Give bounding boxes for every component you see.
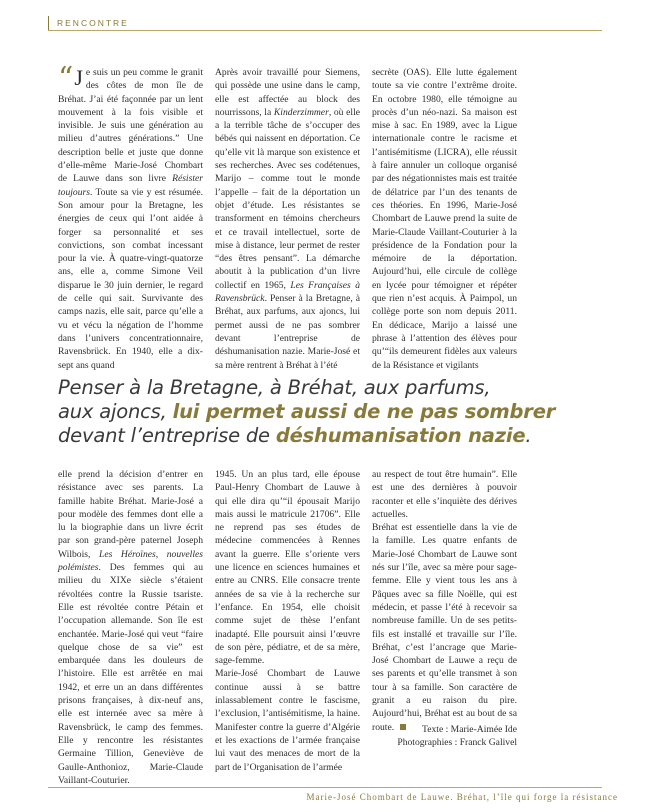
book-title: Les Françaises à Ravensbrück bbox=[215, 279, 360, 305]
term-italic: Kinderzimmer bbox=[273, 106, 329, 118]
pull-quote-line-2 bbox=[58, 400, 578, 424]
credits bbox=[372, 723, 517, 750]
top-column-1 bbox=[58, 61, 203, 371]
quote-mark: “ bbox=[58, 61, 74, 96]
paragraph bbox=[58, 61, 203, 372]
paragraph: au respect de tout être humain”. Elle est une des dernières à pouvoir raconter et elle s’inquiète des dérives actuelles. bbox=[372, 469, 517, 520]
credit-photos: Photographies : Franck Galivel bbox=[397, 737, 517, 749]
text-run: . bbox=[525, 424, 532, 447]
text-run: e suis un peu comme le granit des côtes de mon île de Bréhat. J’ai été façonnée par un lent mouvement à la fois visible et invisible. Je suis une génération au milieu d’autres générations.” Une description belle et juste que donne d’elle-même Marie-José Chombart de Lauwe dans son livre bbox=[58, 67, 203, 185]
pull-quote bbox=[58, 376, 578, 448]
bottom-column-1 bbox=[58, 468, 203, 786]
header-rule bbox=[48, 30, 602, 31]
text-run: . Toute sa vie y est résumée. Son amour pour la Bretagne, les énergies de ceux qui l’ont aidée à forger sa personnalité et ses convictions, son combat incessant pour la vie. À quatre-vingt-quatorze ans, elle a, comme Simone Veil disparue le 30 juin dernier, le regard de celle qui sait. Survivante des camps nazis, elle sait, parce qu’elle a vu et vécu la négation de l’homme dans l’univers concentrationnaire, Ravensbrück. En 1940, elle a dix-sept ans quand bbox=[58, 186, 203, 371]
paragraph bbox=[215, 66, 360, 372]
book-title: Résister toujours bbox=[58, 173, 203, 198]
pull-quote-line-3 bbox=[58, 424, 578, 448]
bottom-column-3 bbox=[372, 468, 517, 762]
footer-rule bbox=[48, 787, 602, 788]
pull-quote-line-1: Penser à la Bretagne, à Bréhat, aux parfums, bbox=[58, 376, 491, 399]
text-run: , où elle a la terrible tâche de s’occuper des bébés qui naissent en déportation. Ce qu’elle vit là marque son existence et ses recherches. Avec ses codétenues, Marijo – comme tout le monde l’appelle – fait de la déportation un objet d’étude. Les résistantes se transforment en témoins chercheurs et ce travail intellectuel, sorte de mise à distance, leur permet de rester “des êtres pensant”. La démarche aboutit à la publication d’un livre collectif en 1965, bbox=[215, 106, 360, 291]
pull-quote-accent: déshumanisation nazie bbox=[275, 424, 526, 447]
paragraph bbox=[372, 521, 517, 734]
text-run: . Penser à la Bretagne, à Bréhat, aux parfums, aux ajoncs, lui permet aussi de ne pas sombrer devant l’entreprise de déshumanisation nazie. Marie-José et sa mère rentrent à Bréhat à l’été bbox=[215, 293, 360, 371]
running-footer: Marie-José Chombart de Lauwe. Bréhat, l’île qui forge la résistance bbox=[306, 792, 618, 802]
text-run: Bréhat est essentielle dans la vie de la famille. Les quatre enfants de Marie-José Chombart de Lauwe sont nés sur l’île, avec sa mère pour sage-femme. Elle y vient tous les ans à Pâques avec sa fille Noëlle, qui est médecin, et passe l’été à recevoir sa nombreuse famille. Un de ses petits-fils est installé et travaille sur l’île. Bréhat, c’est l’ancrage que Marie-José Chombart de Lauwe a reçu de ses parents et qu’elle transmet à son tour à sa famille. Son caractère de granit a eu raison du pire. Aujourd’hui, Bréhat est au bout de sa route. bbox=[372, 522, 517, 733]
paragraph: 1945. Un an plus tard, elle épouse Paul-Henry Chombart de Lauwe à qui elle dira qu’“il épousait Marijo mais aussi le matricule 21706”. Elle ne reprend pas ses études de médecine commencées à Rennes avant la guerre. Elle s’oriente vers une licence en sciences humaines et entre au CNRS. Elle consacre trente années de sa vie à la recherche sur l’enfance. En 1954, elle choisit comme sujet de thèse l’enfant inadapté. Elle poursuit ainsi l’œuvre de son père, pédiatre, et de sa mère, sage-femme. bbox=[215, 469, 360, 667]
text-run: Après avoir travaillé pour Siemens, qui possède une usine dans le camp, elle est affectée au block des nourrissons, la bbox=[215, 67, 360, 118]
paragraph: Marie-José Chombart de Lauwe continue aussi à se battre inlassablement contre le fascisme, l’exclusion, l’antisémitisme, la haine. Manifester contre la guerre d’Algérie et les exactions de l’armée française lui vaut des menaces de mort de la part de l’Organisation de l’armée bbox=[215, 668, 360, 773]
book-title: Les Héroïnes, nouvelles polémistes bbox=[58, 548, 203, 574]
text-run: . Des femmes qui au milieu du XIXe siècle s’étaient révoltées contre la Russie tsariste. Elle est révoltée contre Pétain et l’occupation allemande. Son île est enchantée. Marie-José qui veut “faire quelque chose de sa vie” est embarquée dans les douleurs de l’histoire. Elle est arrêtée en mai 1942, et erre un an dans différentes prisons françaises, à dix-neuf ans, elle est internée avec sa mère à Ravensbrück, le camp des femmes. Elle y rencontre les résistantes Germaine Tillion, Geneviève de Gaulle-Anthonioz, Marie-Claude Vaillant-Couturier. bbox=[58, 562, 203, 786]
dropcap: J bbox=[74, 65, 83, 90]
text-run: elle prend la décision d’entrer en résistance avec ses parents. La famille habite Bréhat. Marie-José a pour modèle des femmes dont elle a lu la biographie dans un livre écrit par son grand-père paternel Joseph Wilbois, bbox=[58, 469, 203, 560]
section-rubric: RENCONTRE bbox=[57, 18, 129, 28]
credit-text: Texte : Marie-Aimée Ide bbox=[422, 724, 517, 735]
bottom-column-2 bbox=[215, 468, 360, 773]
top-column-3 bbox=[372, 66, 517, 371]
pull-quote-accent: lui permet aussi de ne pas sombrer bbox=[172, 400, 556, 423]
paragraph: secrète (OAS). Elle lutte également toute sa vie contre l’extrême droite. En octobre 1980, elle témoigne au procès d’un néo-nazi. Sa maison est mise à sac. En 1989, avec la Ligue internationale contre le racisme et l’antisémitisme (LICRA), elle réussit à faire annuler un colloque organisé par des négationnistes mais est traitée de délatrice par l’un des tenants de ces théories. En 1996, Marie-José Chombart de Lauwe prend la suite de Marie-Claude Vaillant-Couturier à la présidence de la Fondation pour la mémoire de la déportation. Aujourd’hui, elle circule de collège en lycée pour témoigner et répéter que rien n’est acquis. À Paimpol, un collège porte son nom depuis 2011. En dédicace, Marijo a laissé une phrase à l’attention des élèves pour qu’“ils demeurent fidèles aux valeurs de la Résistance et vigilants bbox=[372, 67, 517, 371]
rubric-rule bbox=[48, 16, 49, 30]
paragraph bbox=[58, 468, 203, 787]
text-run: aux ajoncs, bbox=[58, 400, 173, 423]
top-column-2 bbox=[215, 66, 360, 371]
text-run: devant l’entreprise de bbox=[58, 424, 276, 447]
